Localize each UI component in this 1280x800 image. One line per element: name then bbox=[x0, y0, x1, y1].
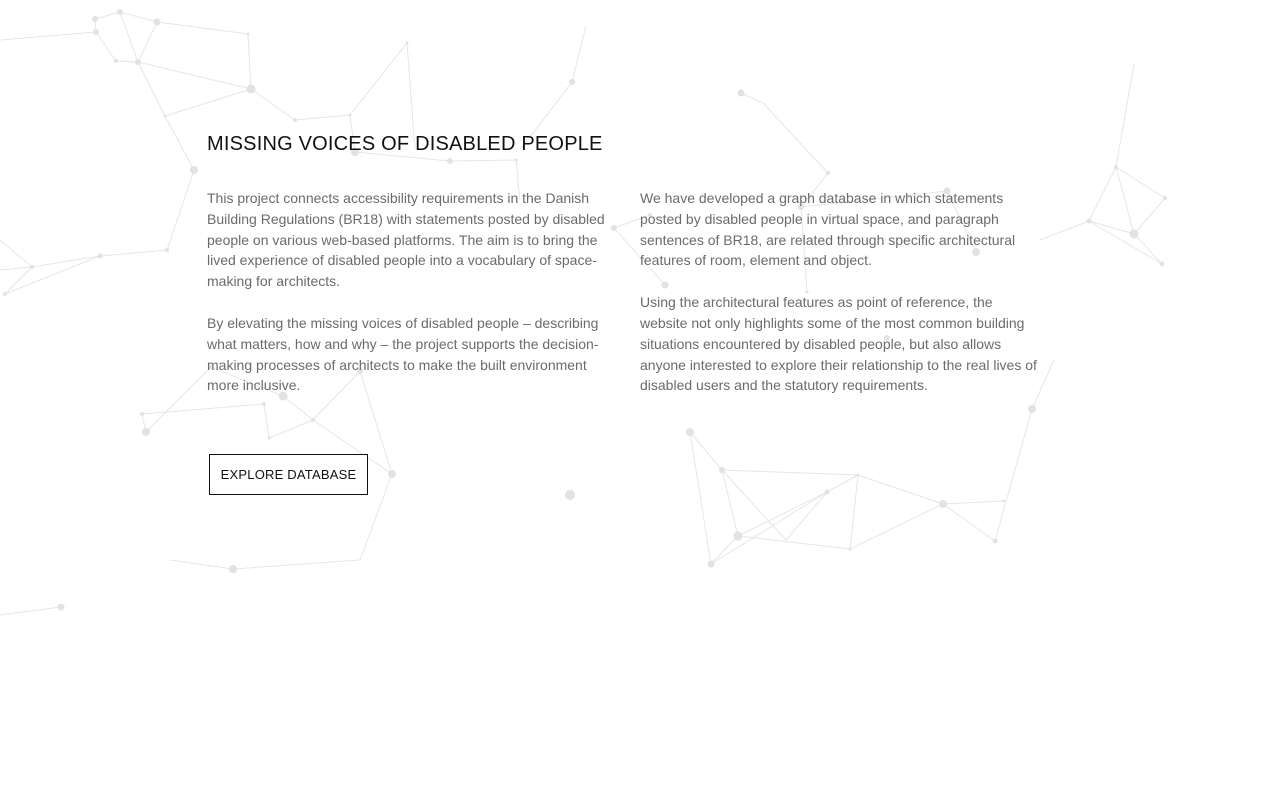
intro-section bbox=[207, 128, 1047, 482]
right-paragraph-2: Using the architectural features as point of reference, the website not only highlights some of the most common building situations encountered by disabled people, but also allows anyone interested to explore their relationship to the real lives of disabled users and the statutory requirements. bbox=[640, 294, 1037, 394]
right-column bbox=[640, 188, 1040, 417]
left-column bbox=[207, 188, 607, 417]
left-paragraph-1: This project connects accessibility requirements in the Danish Building Regulations (BR18) with statements posted by disabled people on various web-based platforms. The aim is to bring the lived experience of disabled people into a vocabulary of space-making for architects. bbox=[207, 190, 605, 290]
left-paragraph-2: By elevating the missing voices of disabled people – describing what matters, how and why – the project supports the decision-making processes of architects to make the built environment more inclusive. bbox=[207, 314, 599, 394]
text-columns bbox=[207, 188, 1047, 417]
explore-database-button[interactable]: EXPLORE DATABASE bbox=[209, 454, 368, 495]
right-paragraph-1: We have developed a graph database in which statements posted by disabled people in virtual space, and paragraph sentences of BR18, are related through specific architectural features of room, element and object. bbox=[640, 190, 1016, 269]
page-title: MISSING VOICES OF DISABLED PEOPLE bbox=[207, 133, 603, 155]
